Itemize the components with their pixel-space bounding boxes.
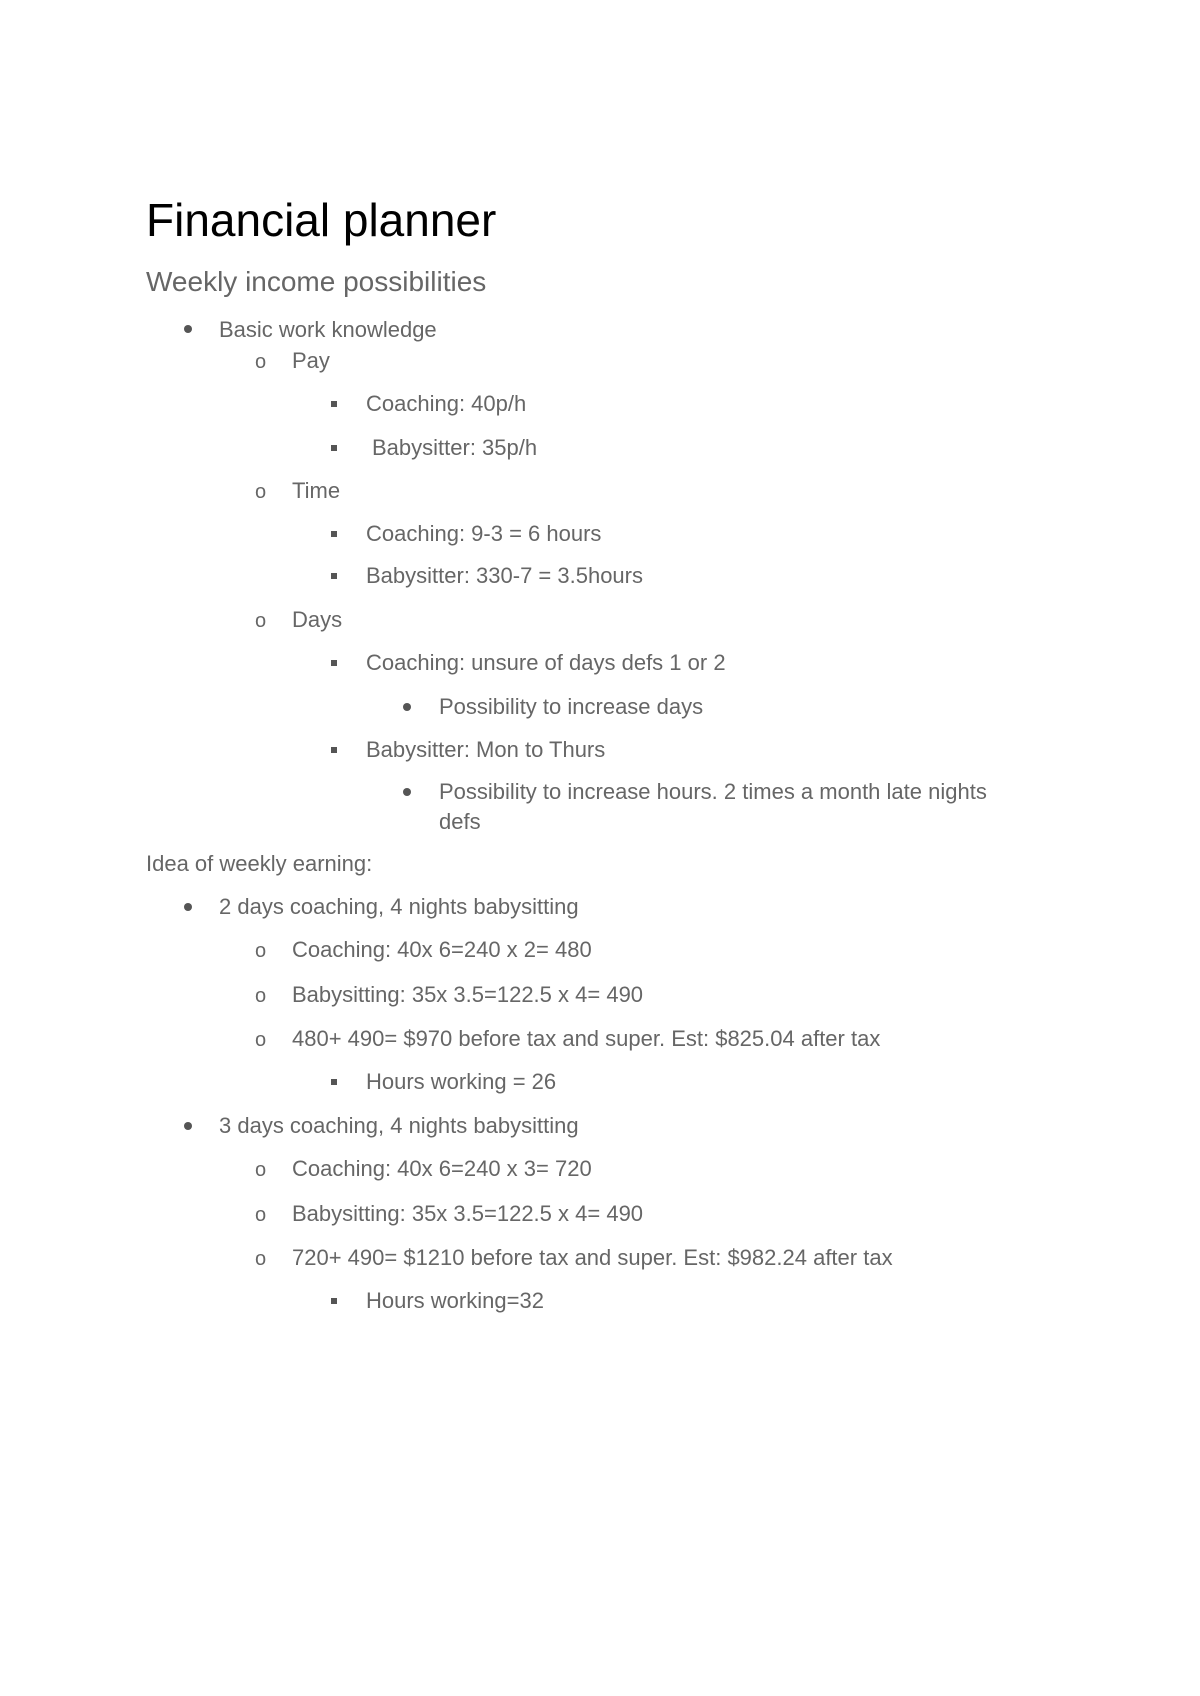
list-item-pay-coaching: Coaching: 40p/h bbox=[366, 391, 527, 416]
bullet-square bbox=[331, 1298, 337, 1304]
bullet-square bbox=[331, 660, 337, 666]
list-item-option-1-coaching: Coaching: 40x 6=240 x 2= 480 bbox=[292, 937, 592, 962]
list-item-option-1-total: 480+ 490= $970 before tax and super. Est: $825.04 after tax bbox=[292, 1026, 881, 1051]
list-item-pay: Pay bbox=[292, 348, 330, 373]
bullet-circle: o bbox=[255, 940, 267, 962]
list-item-option-1: 2 days coaching, 4 nights babysitting bbox=[219, 894, 579, 919]
list-item-days: Days bbox=[292, 607, 343, 632]
bullet-circle: o bbox=[255, 481, 267, 503]
list-item-time-coaching: Coaching: 9-3 = 6 hours bbox=[366, 521, 602, 546]
bullet-circle: o bbox=[255, 1248, 267, 1270]
bullet-disc bbox=[403, 703, 411, 711]
page-title: Financial planner bbox=[146, 194, 497, 246]
bullet-square bbox=[331, 445, 337, 451]
bullet-square bbox=[331, 747, 337, 753]
bullet-circle: o bbox=[255, 1159, 267, 1181]
list-item-pay-babysitter: Babysitter: 35p/h bbox=[372, 435, 538, 460]
list-item-days-coaching: Coaching: unsure of days defs 1 or 2 bbox=[366, 650, 726, 675]
list-item-days-babysitter-note: Possibility to increase hours. 2 times a month late nights bbox=[439, 779, 987, 804]
bullet-square bbox=[331, 531, 337, 537]
list-item-days-babysitter-note-continued: defs bbox=[439, 809, 481, 834]
bullet-disc bbox=[403, 788, 411, 796]
bullet-disc bbox=[184, 903, 192, 911]
list-item-option-2-coaching: Coaching: 40x 6=240 x 3= 720 bbox=[292, 1156, 592, 1181]
list-item-option-1-hours: Hours working = 26 bbox=[366, 1069, 557, 1094]
bullet-square bbox=[331, 401, 337, 407]
bullet-circle: o bbox=[255, 985, 267, 1007]
list-item-option-2-babysitting: Babysitting: 35x 3.5=122.5 x 4= 490 bbox=[292, 1201, 644, 1226]
list-item-days-coaching-note: Possibility to increase days bbox=[439, 694, 704, 719]
bullet-square bbox=[331, 1079, 337, 1085]
list-item-time-babysitter: Babysitter: 330-7 = 3.5hours bbox=[366, 563, 643, 588]
bullet-circle: o bbox=[255, 610, 267, 632]
section-heading-idea: Idea of weekly earning: bbox=[146, 851, 373, 876]
list-item-time: Time bbox=[292, 478, 341, 503]
bullet-disc bbox=[184, 325, 192, 333]
list-item-option-1-babysitting: Babysitting: 35x 3.5=122.5 x 4= 490 bbox=[292, 982, 644, 1007]
bullet-circle: o bbox=[255, 1204, 267, 1226]
bullet-circle: o bbox=[255, 1029, 267, 1051]
list-item-option-2-hours: Hours working=32 bbox=[366, 1288, 544, 1313]
list-item-option-2: 3 days coaching, 4 nights babysitting bbox=[219, 1113, 579, 1138]
list-item-days-babysitter: Babysitter: Mon to Thurs bbox=[366, 737, 606, 762]
page-subtitle: Weekly income possibilities bbox=[146, 266, 487, 297]
bullet-square bbox=[331, 573, 337, 579]
list-item-basic-work-knowledge: Basic work knowledge bbox=[219, 317, 437, 342]
bullet-disc bbox=[184, 1122, 192, 1130]
bullet-circle: o bbox=[255, 351, 267, 373]
list-item-option-2-total: 720+ 490= $1210 before tax and super. Est: $982.24 after tax bbox=[292, 1245, 893, 1270]
